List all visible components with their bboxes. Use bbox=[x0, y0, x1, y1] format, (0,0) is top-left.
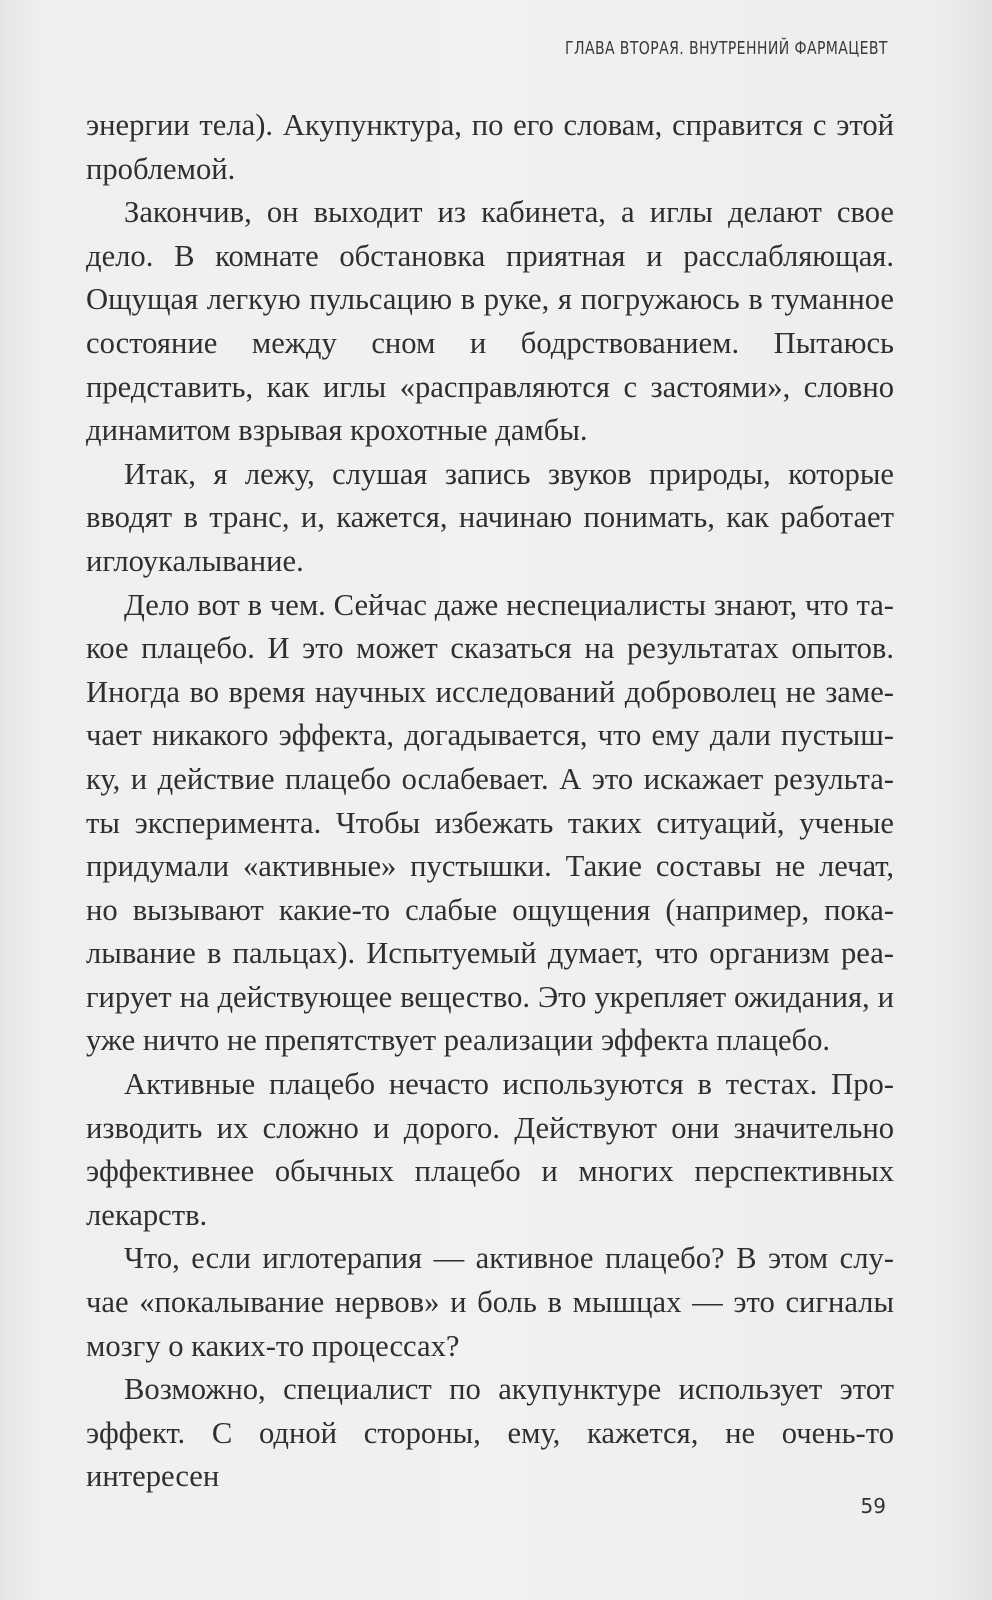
page-number: 59 bbox=[860, 1494, 886, 1518]
paragraph: Активные плацебо нечасто используются в тестах. Производить их сложно и дорого. Действуют они значительно эффективнее обычных плацебо и многих перспективных лекарств. bbox=[86, 1067, 894, 1232]
paragraph: Дело вот в чем. Сейчас даже неспециалисты знают, что такое плацебо. И это может сказаться на результатах опытов. Иногда во время научных исследований доброволец не замечает никакого эффекта, догадывается, что ему дали пустышку, и действие плацебо ослабевает. А это искажает результаты эксперимента. Чтобы избежать таких ситуаций, ученые придумали «активные» пустышки. Такие составы не лечат, но вызывают какие-то слабые ощущения (например, покалывание в пальцах). Испытуемый думает, что организм реагирует на действующее вещество. Это укрепляет ожидания, и уже ничто не препятствует реализации эффекта плацебо. bbox=[86, 587, 894, 1058]
paragraph: Что, если иглотерапия — активное плацебо? В этом случае «покалывание нервов» и боль в мышцах — это сигналы мозгу о каких-то процессах? bbox=[86, 1241, 894, 1363]
running-head: ГЛАВА ВТОРАЯ. ВНУТРЕННИЙ ФАРМАЦЕВТ bbox=[565, 38, 888, 59]
paragraph: Закончив, он выходит из кабинета, а иглы делают свое дело. В комнате обстановка приятная и расслабляющая. Ощущая легкую пульсацию в руке, я погружаюсь в туманное состояние между сном и бодрствованием. Пытаюсь представить, как иглы «расправляются с застоями», словно динамитом взрывая крохотные дамбы. bbox=[86, 195, 894, 448]
paragraph: Итак, я лежу, слушая запись звуков природы, которые вводят в транс, и, кажется, начинаю понимать, как работает иглоукалывание. bbox=[86, 456, 894, 578]
paragraph: Возможно, специалист по акупунктуре использует этот эффект. С одной стороны, ему, кажется, не очень-то интересен bbox=[86, 1372, 894, 1494]
paragraph-continued: энергии тела). Акупунктура, по его словам, справится с этой проблемой. bbox=[86, 108, 894, 186]
page-body bbox=[86, 104, 894, 1499]
